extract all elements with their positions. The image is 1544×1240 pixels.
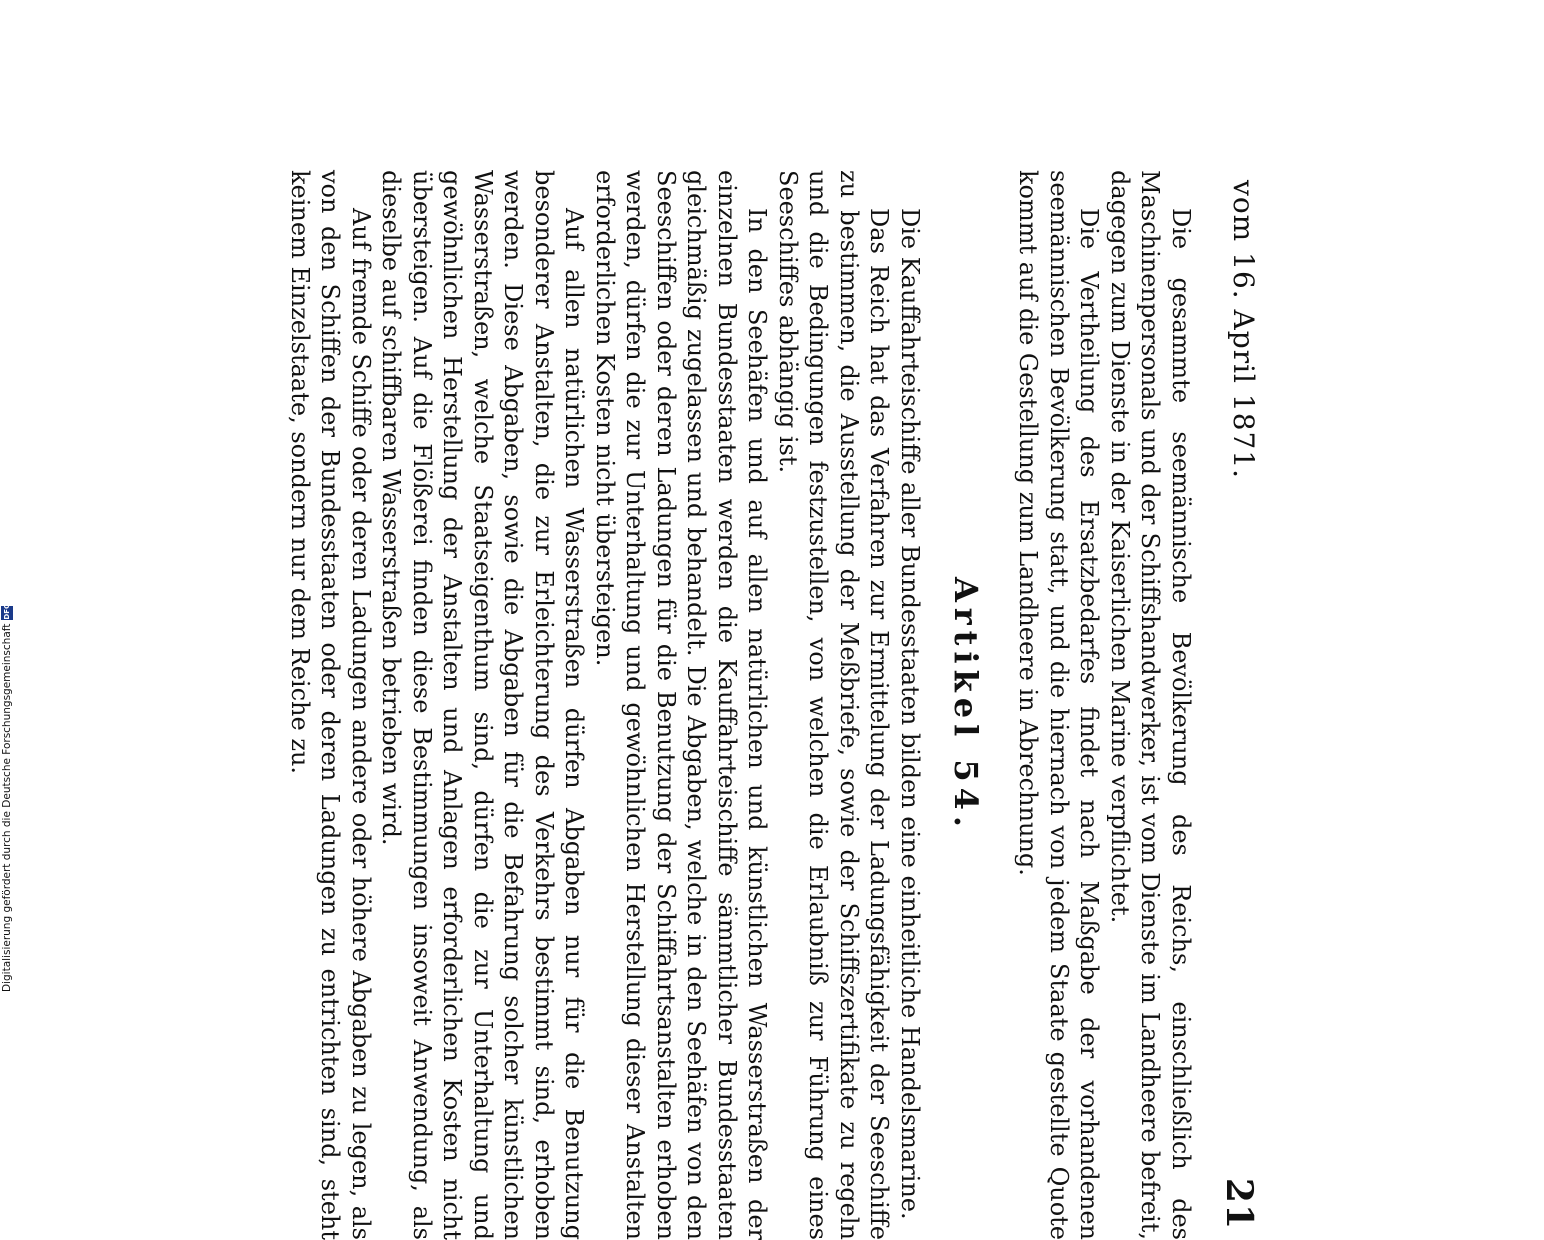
credit-text: Digitalisierung gefördert durch die Deutsche Forschungsgemeinschaft (1, 623, 13, 992)
paragraph: Die Kauffahrteischiffe aller Bundesstaaten bilden eine einheitliche Handelsmarine. (896, 208, 924, 1220)
paragraph: Die gesammte seemännische Bevölkerung des Reichs, einschließlich des Maschinenpersonals und der Schiffshandwerker, ist vom Dienste im Landheere befreit, dagegen zum Dienste in der Kaiserlichen Marine verpflichtet. (1106, 170, 1195, 1240)
page-number: 21 (1218, 1177, 1260, 1230)
header-date: vom 16. April 1871. (1227, 180, 1260, 480)
paragraph: Die Vertheilung des Ersatzbedarfes findet nach Maßgabe der vorhandenen seemännischen Bevölkerung statt, und die hiernach von jedem Staate gestellte Quote kommt auf die Gestellung zum Landheere in Abrechnung. (1014, 170, 1104, 1240)
paragraph: In den Seehäfen und auf allen natürlichen und künstlichen Wasserstraßen der einzelnen Bundesstaaten werden die Kauffahrteischiffe sämmtlicher Bundesstaaten gleichmäßig zugelassen und behandelt. Die Abgaben, welche in den Seehäfen von den Seeschiffen oder deren Ladungen für die Benutzung der Schiffahrtsanstalten erhoben werden, dürfen die zur Unterhaltung und gewöhnlichen Herstellung dieser Anstalten erforderlichen Kosten nicht übersteigen. (591, 170, 772, 1240)
article-title: Artikel 54. (947, 576, 985, 834)
dfg-logo: DFG (3, 603, 11, 620)
paragraph: Auf fremde Schiffe oder deren Ladungen andere oder höhere Abgaben zu legen, als von den Schiffen der Bundesstaaten oder deren Ladungen zu entrichten sind, steht keinem Einzelstaate, sondern nur dem Reiche zu. (286, 170, 375, 1240)
paragraph: Auf allen natürlichen Wasserstraßen dürfen Abgaben nur für die Benutzung besonderer Anstalten, die zur Erleichterung des Verkehrs bestimmt sind, erhoben werden. Diese Abgaben, sowie die Abgaben für die Befahrung solcher künstlichen Wasserstraßen, welche Staatseigenthum sind, dürfen die zur Unterhaltung und gewöhnlichen Herstellung der Anstalten und Anlagen erforderlichen Kosten nicht übersteigen. Auf die Flößerei finden diese Bestimmungen insoweit Anwendung, als dieselbe auf schiffbaren Wasserstraßen betrieben wird. (377, 170, 589, 1240)
page-header (1218, 170, 1260, 1240)
digitization-credit (0, 600, 16, 1000)
paragraph: Das Reich hat das Verfahren zur Ermittelung der Ladungsfähigkeit der Seeschiffe zu bestimmen, die Ausstellung der Meßbriefe, sowie der Schiffszertifikate zu regeln und die Bedingungen festzustellen, von welchen die Erlaubniß zur Führung eines Seeschiffes abhängig ist. (774, 170, 894, 1240)
rotated-text-block (60, 170, 1260, 1240)
